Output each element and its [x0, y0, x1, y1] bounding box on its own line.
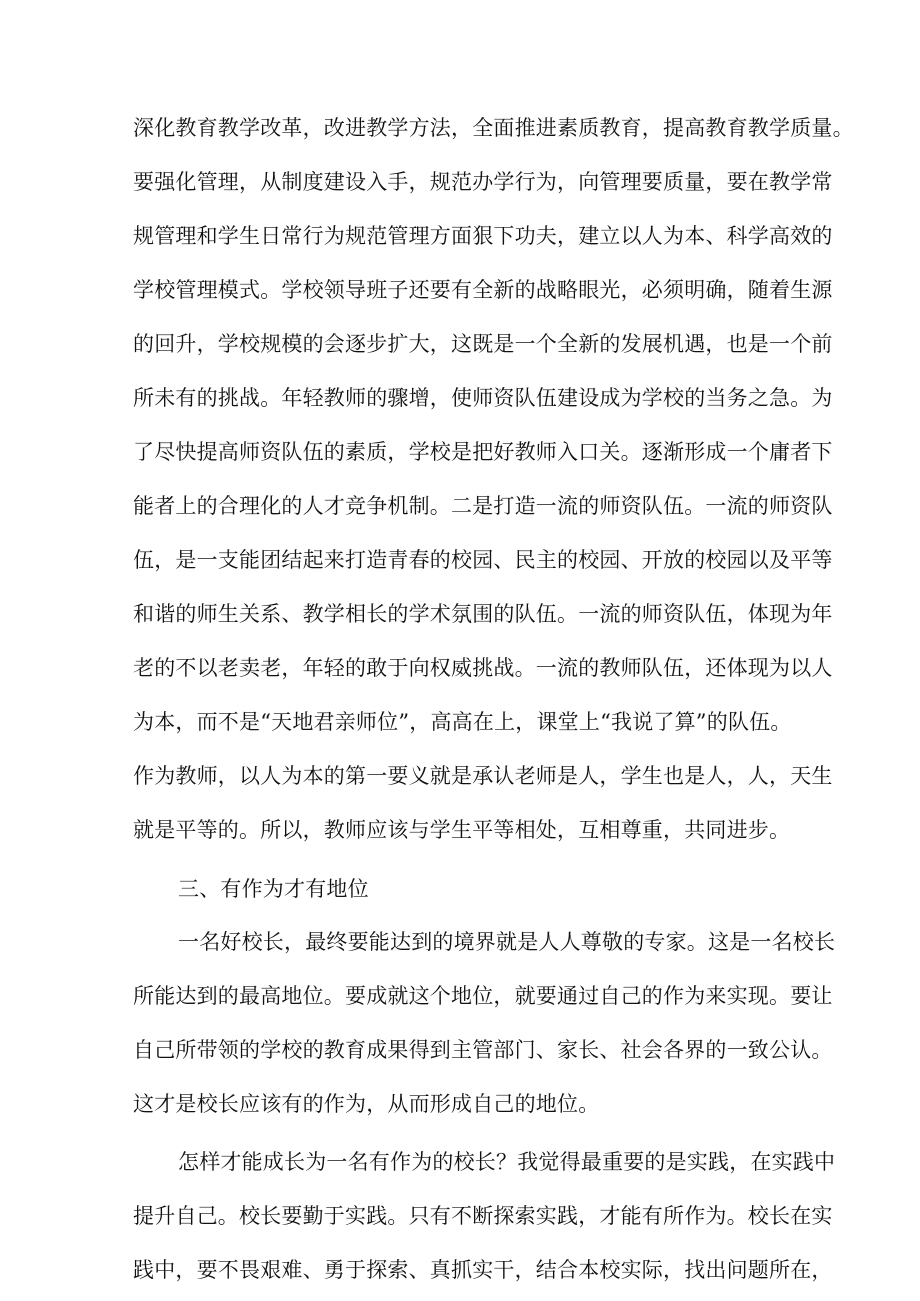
paragraph-line: 为本，而不是“天地君亲师位”，高高在上，课堂上“我说了算”的队伍。: [133, 710, 792, 734]
paragraph-line: 所能达到的最高地位。要成就这个地位，就要通过自己的作为来实现。要让: [133, 984, 833, 1008]
paragraph-line: 的回升，学校规模的会逐步扩大，这既是一个全新的发展机遇，也是一个前: [133, 332, 833, 356]
paragraph-line: 所未有的挑战。年轻教师的骤增，使师资队伍建设成为学校的当务之急。为: [133, 386, 833, 410]
paragraph-line: 了尽快提高师资队伍的素质，学校是把好教师入口关。逐渐形成一个庸者下: [133, 440, 833, 464]
paragraph-line: 伍，是一支能团结起来打造青春的校园、民主的校园、开放的校园以及平等: [133, 548, 833, 572]
paragraph-line: 践中，要不畏艰难、勇于探索、真抓实干，结合本校实际，找出问题所在，: [133, 1258, 833, 1282]
paragraph-line: 提升自己。校长要勤于实践。只有不断探索实践，才能有所作为。校长在实: [133, 1204, 833, 1228]
paragraph-line: 怎样才能成长为一名有作为的校长？我觉得最重要的是实践，在实践中: [178, 1150, 836, 1174]
paragraph-line: 就是平等的。所以，教师应该与学生平等相处，互相尊重，共同进步。: [133, 818, 791, 842]
section-heading: 三、有作为才有地位: [178, 877, 369, 901]
paragraph-line: 老的不以老卖老，年轻的敢于向权威挑战。一流的教师队伍，还体现为以人: [133, 656, 833, 680]
paragraph-line: 能者上的合理化的人才竞争机制。二是打造一流的师资队伍。一流的师资队: [133, 494, 833, 518]
paragraph-line: 学校管理模式。学校领导班子还要有全新的战略眼光，必须明确，随着生源: [133, 278, 833, 302]
paragraph-line: 要强化管理，从制度建设入手，规范办学行为，向管理要质量，要在教学常: [133, 170, 833, 194]
paragraph-line: 和谐的师生关系、教学相长的学术氛围的队伍。一流的师资队伍，体现为年: [133, 602, 833, 626]
paragraph-line: 作为教师，以人为本的第一要义就是承认老师是人，学生也是人，人，天生: [133, 764, 833, 788]
paragraph-line: 深化教育教学改革，改进教学方法，全面推进素质教育，提高教育教学质量。: [133, 116, 854, 140]
paragraph-line: 规管理和学生日常行为规范管理方面狠下功夫，建立以人为本、科学高效的: [133, 224, 833, 248]
paragraph-line: 一名好校长，最终要能达到的境界就是人人尊敬的专家。这是一名校长: [178, 930, 836, 954]
paragraph-line: 这才是校长应该有的作为，从而形成自己的地位。: [133, 1092, 600, 1116]
paragraph-line: 自己所带领的学校的教育成果得到主管部门、家长、社会各界的一致公认。: [133, 1038, 833, 1062]
